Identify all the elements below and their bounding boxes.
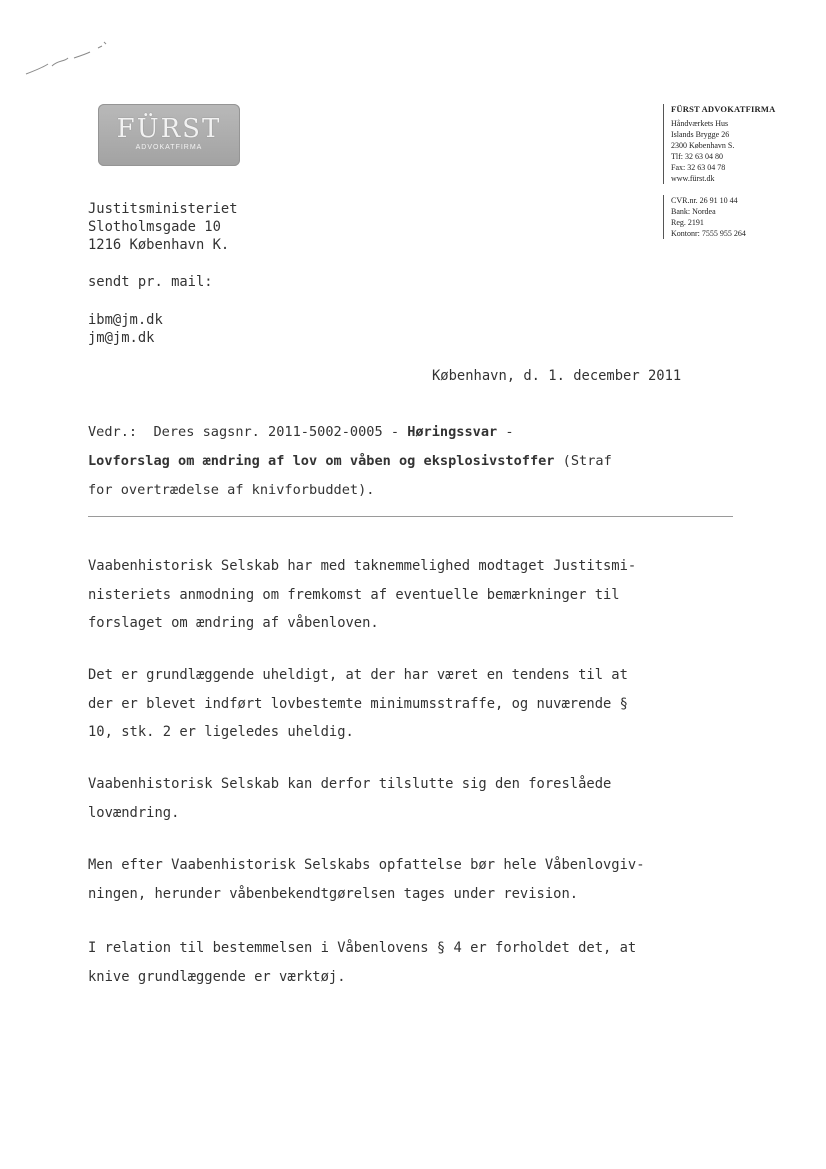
paragraph-line: Men efter Vaabenhistorisk Selskabs opfattelse bør hele Våbenlovgiv- (88, 857, 645, 873)
paragraph-line: nisteriets anmodning om fremkomst af eventuelle bemærkninger til (88, 586, 620, 603)
firm-cvr: CVR.nr. 26 91 10 44 (671, 196, 738, 205)
email-address: ibm@jm.dk (88, 312, 163, 328)
divider (88, 516, 733, 517)
firm-contact-block (663, 104, 813, 239)
recipient-address (88, 200, 238, 254)
logo-subtitle: ADVOKATFIRMA (135, 144, 203, 151)
firm-fax: Fax: 32 63 04 78 (671, 163, 726, 172)
firm-bank: Bank: Nordea (671, 207, 716, 216)
letter-date: København, d. 1. december 2011 (432, 368, 682, 384)
subject-dash: - (497, 424, 514, 440)
subject-bill-title: Lovforslag om ændring af lov om våben og eksplosivstoffer (88, 453, 555, 469)
paragraph-line: ningen, herunder våbenbekendtgørelsen tages under revision. (88, 885, 579, 902)
firm-address-line: 2300 København S. (671, 141, 735, 150)
paragraph (88, 770, 743, 827)
paragraph (88, 934, 743, 991)
firm-address-line: Håndværkets Hus (671, 119, 729, 128)
subject-block (88, 418, 743, 505)
paragraph-line: 10, stk. 2 er ligeledes uheldig. (88, 724, 354, 740)
paragraph-line: Vaabenhistorisk Selskab kan derfor tilslutte sig den foreslåede (88, 776, 612, 792)
sent-note: sendt pr. mail: (88, 274, 213, 290)
firm-web: www.fürst.dk (671, 174, 715, 183)
paragraph (88, 851, 743, 908)
subject-bill-title-cont: for overtrædelse af knivforbuddet). (88, 482, 375, 498)
paragraph-line: der er blevet indført lovbestemte minimumsstraffe, og nuværende § (88, 695, 628, 712)
paragraph (88, 552, 743, 638)
paragraph-line: lovændring. (88, 804, 180, 821)
firm-address-line: Islands Brygge 26 (671, 130, 730, 139)
firm-title: FÜRST ADVOKATFIRMA (671, 104, 776, 114)
firm-phone: Tlf: 32 63 04 80 (671, 152, 723, 161)
subject-bill-title-end: (Straf (554, 453, 612, 469)
subject-case-number: Deres sagsnr. 2011-5002-0005 - (137, 424, 408, 440)
recipient-line: Slotholmsgade 10 (88, 219, 221, 235)
email-address: jm@jm.dk (88, 330, 155, 346)
firm-account: Kontonr: 7555 955 264 (671, 229, 746, 238)
paragraph (88, 661, 743, 747)
paragraph-line: Vaabenhistorisk Selskab har med taknemmelighed modtaget Justitsmi- (88, 558, 637, 574)
paragraph-line: Det er grundlæggende uheldigt, at der har været en tendens til at (88, 667, 628, 683)
subject-label: Vedr.: (88, 424, 138, 440)
recipient-emails (88, 311, 163, 347)
paragraph-line: knive grundlæggende er værktøj. (88, 968, 346, 985)
firm-reg: Reg. 2191 (671, 218, 704, 227)
handwritten-mark (24, 38, 114, 78)
recipient-line: Justitsministeriet (88, 201, 238, 217)
subject-heading: Høringssvar (407, 424, 498, 440)
paragraph-line: I relation til bestemmelsen i Våbenlovens § 4 er forholdet det, at (88, 940, 637, 956)
firm-logo (98, 104, 240, 166)
logo-name: FÜRST (116, 114, 222, 144)
paragraph-line: forslaget om ændring af våbenloven. (88, 615, 379, 631)
recipient-line: 1216 København K. (88, 237, 230, 253)
